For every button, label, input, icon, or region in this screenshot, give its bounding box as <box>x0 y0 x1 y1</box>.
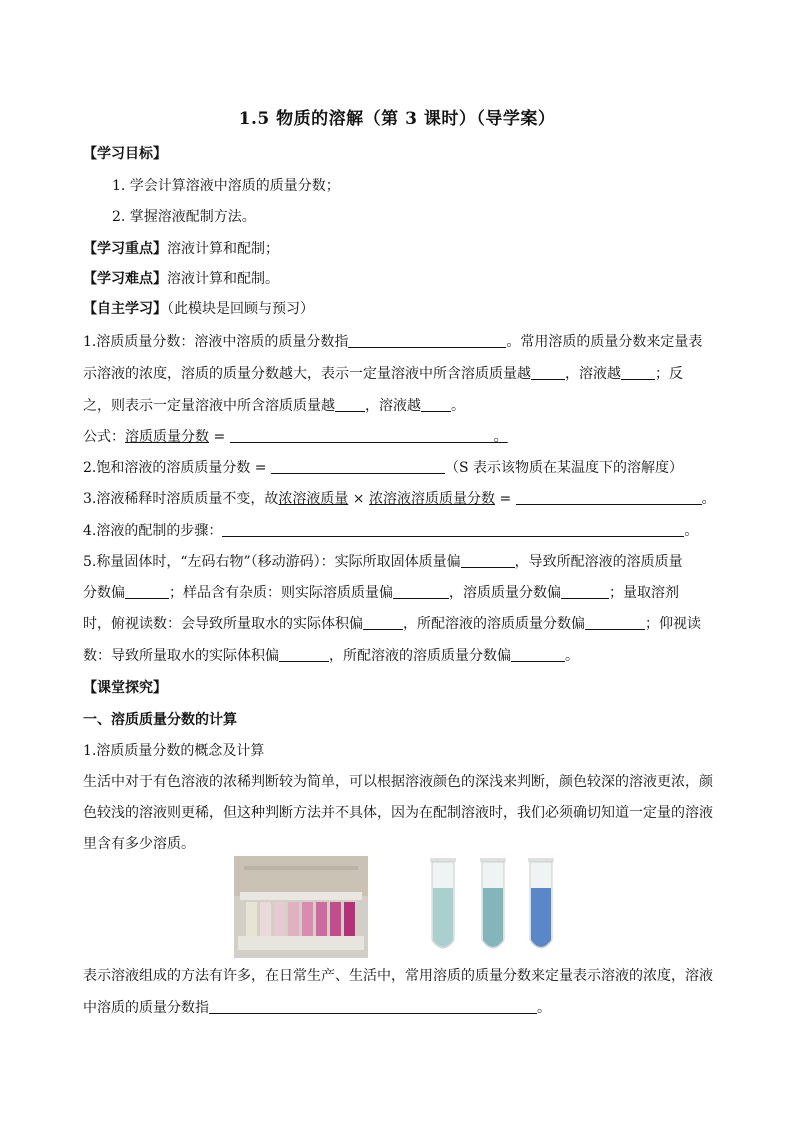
q5-text-h: ，所配溶液的溶质质量分数偏 <box>403 616 585 632</box>
answer-blank[interactable] <box>621 365 655 380</box>
q1-text-g: ，溶液越 <box>365 398 421 414</box>
test-tube-medium <box>480 858 506 948</box>
formula-label: 公式： <box>83 429 125 445</box>
formula-equals: = <box>209 429 230 445</box>
self-study-label: 【自主学习】 <box>83 301 167 317</box>
q1-text-c: 示溶液的浓度，溶质的质量分数越大，表示一定量溶液中所含溶质质量越 <box>83 366 531 382</box>
answer-blank[interactable] <box>585 615 645 630</box>
q1-line-2 <box>83 364 713 384</box>
q5-text-f: ；量取溶剂 <box>609 585 679 601</box>
q1-text-e: ；反 <box>655 366 683 382</box>
answer-blank[interactable] <box>271 459 445 474</box>
answer-blank[interactable] <box>209 999 537 1014</box>
q3-underlined-1: 浓溶液质量 <box>278 491 349 507</box>
key-point-label: 【学习重点】 <box>83 241 167 257</box>
paragraph-line: 表示溶液组成的方法有许多，在日常生产、生活中，常用溶质的质量分数来定量表示溶液的浓度，溶液 <box>83 968 713 984</box>
q5-line-4 <box>83 646 713 666</box>
q2-text-b: （S 表示该物质在某温度下的溶解度） <box>445 460 684 476</box>
q1-text-f: 之，则表示一定量溶液中所含溶质质量越 <box>83 398 335 414</box>
q3-equals: = <box>495 491 516 507</box>
answer-blank[interactable] <box>461 553 515 568</box>
test-tube-rack-photo <box>234 856 368 958</box>
q5-text-l: 。 <box>565 648 579 664</box>
q5-line-1 <box>83 552 713 572</box>
q3-line <box>83 489 716 509</box>
paragraph-line: 里含有多少溶质。 <box>83 836 195 852</box>
q3-text-a: 3.溶液稀释时溶质质量不变，故 <box>83 491 279 507</box>
q1-text-h: 。 <box>451 398 465 414</box>
para2-text-a: 中溶质的质量分数指 <box>83 1000 209 1016</box>
q1-line-3 <box>83 396 713 416</box>
answer-blank[interactable] <box>421 397 451 412</box>
difficulty-label: 【学习难点】 <box>83 271 167 287</box>
key-point-line <box>83 239 713 259</box>
objective-item-1: 1. 学会计算溶液中溶质的质量分数； <box>112 178 340 194</box>
blue-test-tubes-photo <box>430 858 554 948</box>
q3-underlined-2: 浓溶液溶质质量分数 <box>369 491 495 507</box>
q1-line-1 <box>83 332 713 352</box>
q5-line-2 <box>83 583 713 603</box>
self-study-text: （此模块是回顾与预习） <box>167 301 314 317</box>
answer-blank[interactable] <box>561 584 609 599</box>
answer-blank[interactable] <box>516 490 702 505</box>
answer-blank[interactable] <box>230 428 494 443</box>
q3-times: × <box>348 491 369 507</box>
answer-blank[interactable] <box>125 584 169 599</box>
answer-blank[interactable] <box>511 647 565 662</box>
q5-text-a: 5.称量固体时，“左码右物”（移动游码）：实际所取固体质量偏 <box>83 554 461 570</box>
formula-lhs: 溶质质量分数 <box>125 429 209 445</box>
q5-text-i: ；仰视读 <box>645 616 701 632</box>
pink-gradient-tubes <box>246 902 355 936</box>
key-point-text: 溶液计算和配制； <box>167 241 279 257</box>
page-title: 1.5 物质的溶解（第 3 课时）（导学案） <box>238 109 556 129</box>
q4-line <box>83 521 713 541</box>
q5-text-k: ，所配溶液的溶质质量分数偏 <box>329 648 511 664</box>
q1-text-a: 1.溶质质量分数：溶液中溶质的质量分数指 <box>83 334 349 350</box>
paragraph-line <box>83 998 713 1018</box>
q5-text-c: 分数偏 <box>83 585 125 601</box>
test-tube-dark <box>528 858 554 948</box>
answer-blank[interactable] <box>363 615 403 630</box>
answer-blank[interactable] <box>279 647 329 662</box>
q3-end: 。 <box>701 491 716 507</box>
q4-text-a: 4.溶液的配制的步骤： <box>83 523 223 539</box>
q5-text-e: ，溶质质量分数偏 <box>449 585 561 601</box>
para2-end: 。 <box>537 1000 551 1016</box>
q5-text-b: ，导致所配溶液的溶质质量 <box>514 554 683 570</box>
section-heading: 一、溶质质量分数的计算 <box>83 712 237 728</box>
test-tube-light <box>430 858 456 948</box>
explore-heading: 【课堂探究】 <box>83 680 167 696</box>
q1-text-b: 。常用溶质的质量分数来定量表 <box>506 334 703 350</box>
difficulty-line <box>83 269 713 289</box>
paragraph-line: 色较浅的溶液则更稀，但这种判断方法并不具体，因为在配制溶液时，我们必须确切知道一定量的溶液 <box>83 805 713 821</box>
formula-line <box>83 427 713 447</box>
q2-text-a: 2.饱和溶液的溶质质量分数 = <box>83 460 271 476</box>
self-study-line <box>83 299 713 319</box>
q4-end: 。 <box>684 523 699 539</box>
difficulty-text: 溶液计算和配制。 <box>167 271 279 287</box>
q5-text-j: 数：导致所量取水的实际体积偏 <box>83 648 279 664</box>
paragraph-line: 生活中对于有色溶液的浓稀判断较为简单，可以根据溶液颜色的深浅来判断，颜色较深的溶液更浓，颜 <box>83 774 713 790</box>
q5-line-3 <box>83 614 713 634</box>
objective-item-2: 2. 掌握溶液配制方法。 <box>112 209 256 225</box>
answer-blank[interactable] <box>348 333 506 348</box>
q2-line <box>83 458 713 478</box>
formula-end: 。 <box>493 429 508 445</box>
answer-blank[interactable] <box>393 584 449 599</box>
q1-text-d: ，溶液越 <box>565 366 621 382</box>
subsection-heading: 1.溶质质量分数的概念及计算 <box>83 743 265 759</box>
answer-blank[interactable] <box>531 365 565 380</box>
answer-blank[interactable] <box>335 397 365 412</box>
q5-text-d: ；样品含有杂质：则实际溶质质量偏 <box>169 585 393 601</box>
answer-blank[interactable] <box>222 522 684 537</box>
objectives-heading: 【学习目标】 <box>83 146 167 162</box>
q5-text-g: 时，俯视读数：会导致所量取水的实际体积偏 <box>83 616 363 632</box>
